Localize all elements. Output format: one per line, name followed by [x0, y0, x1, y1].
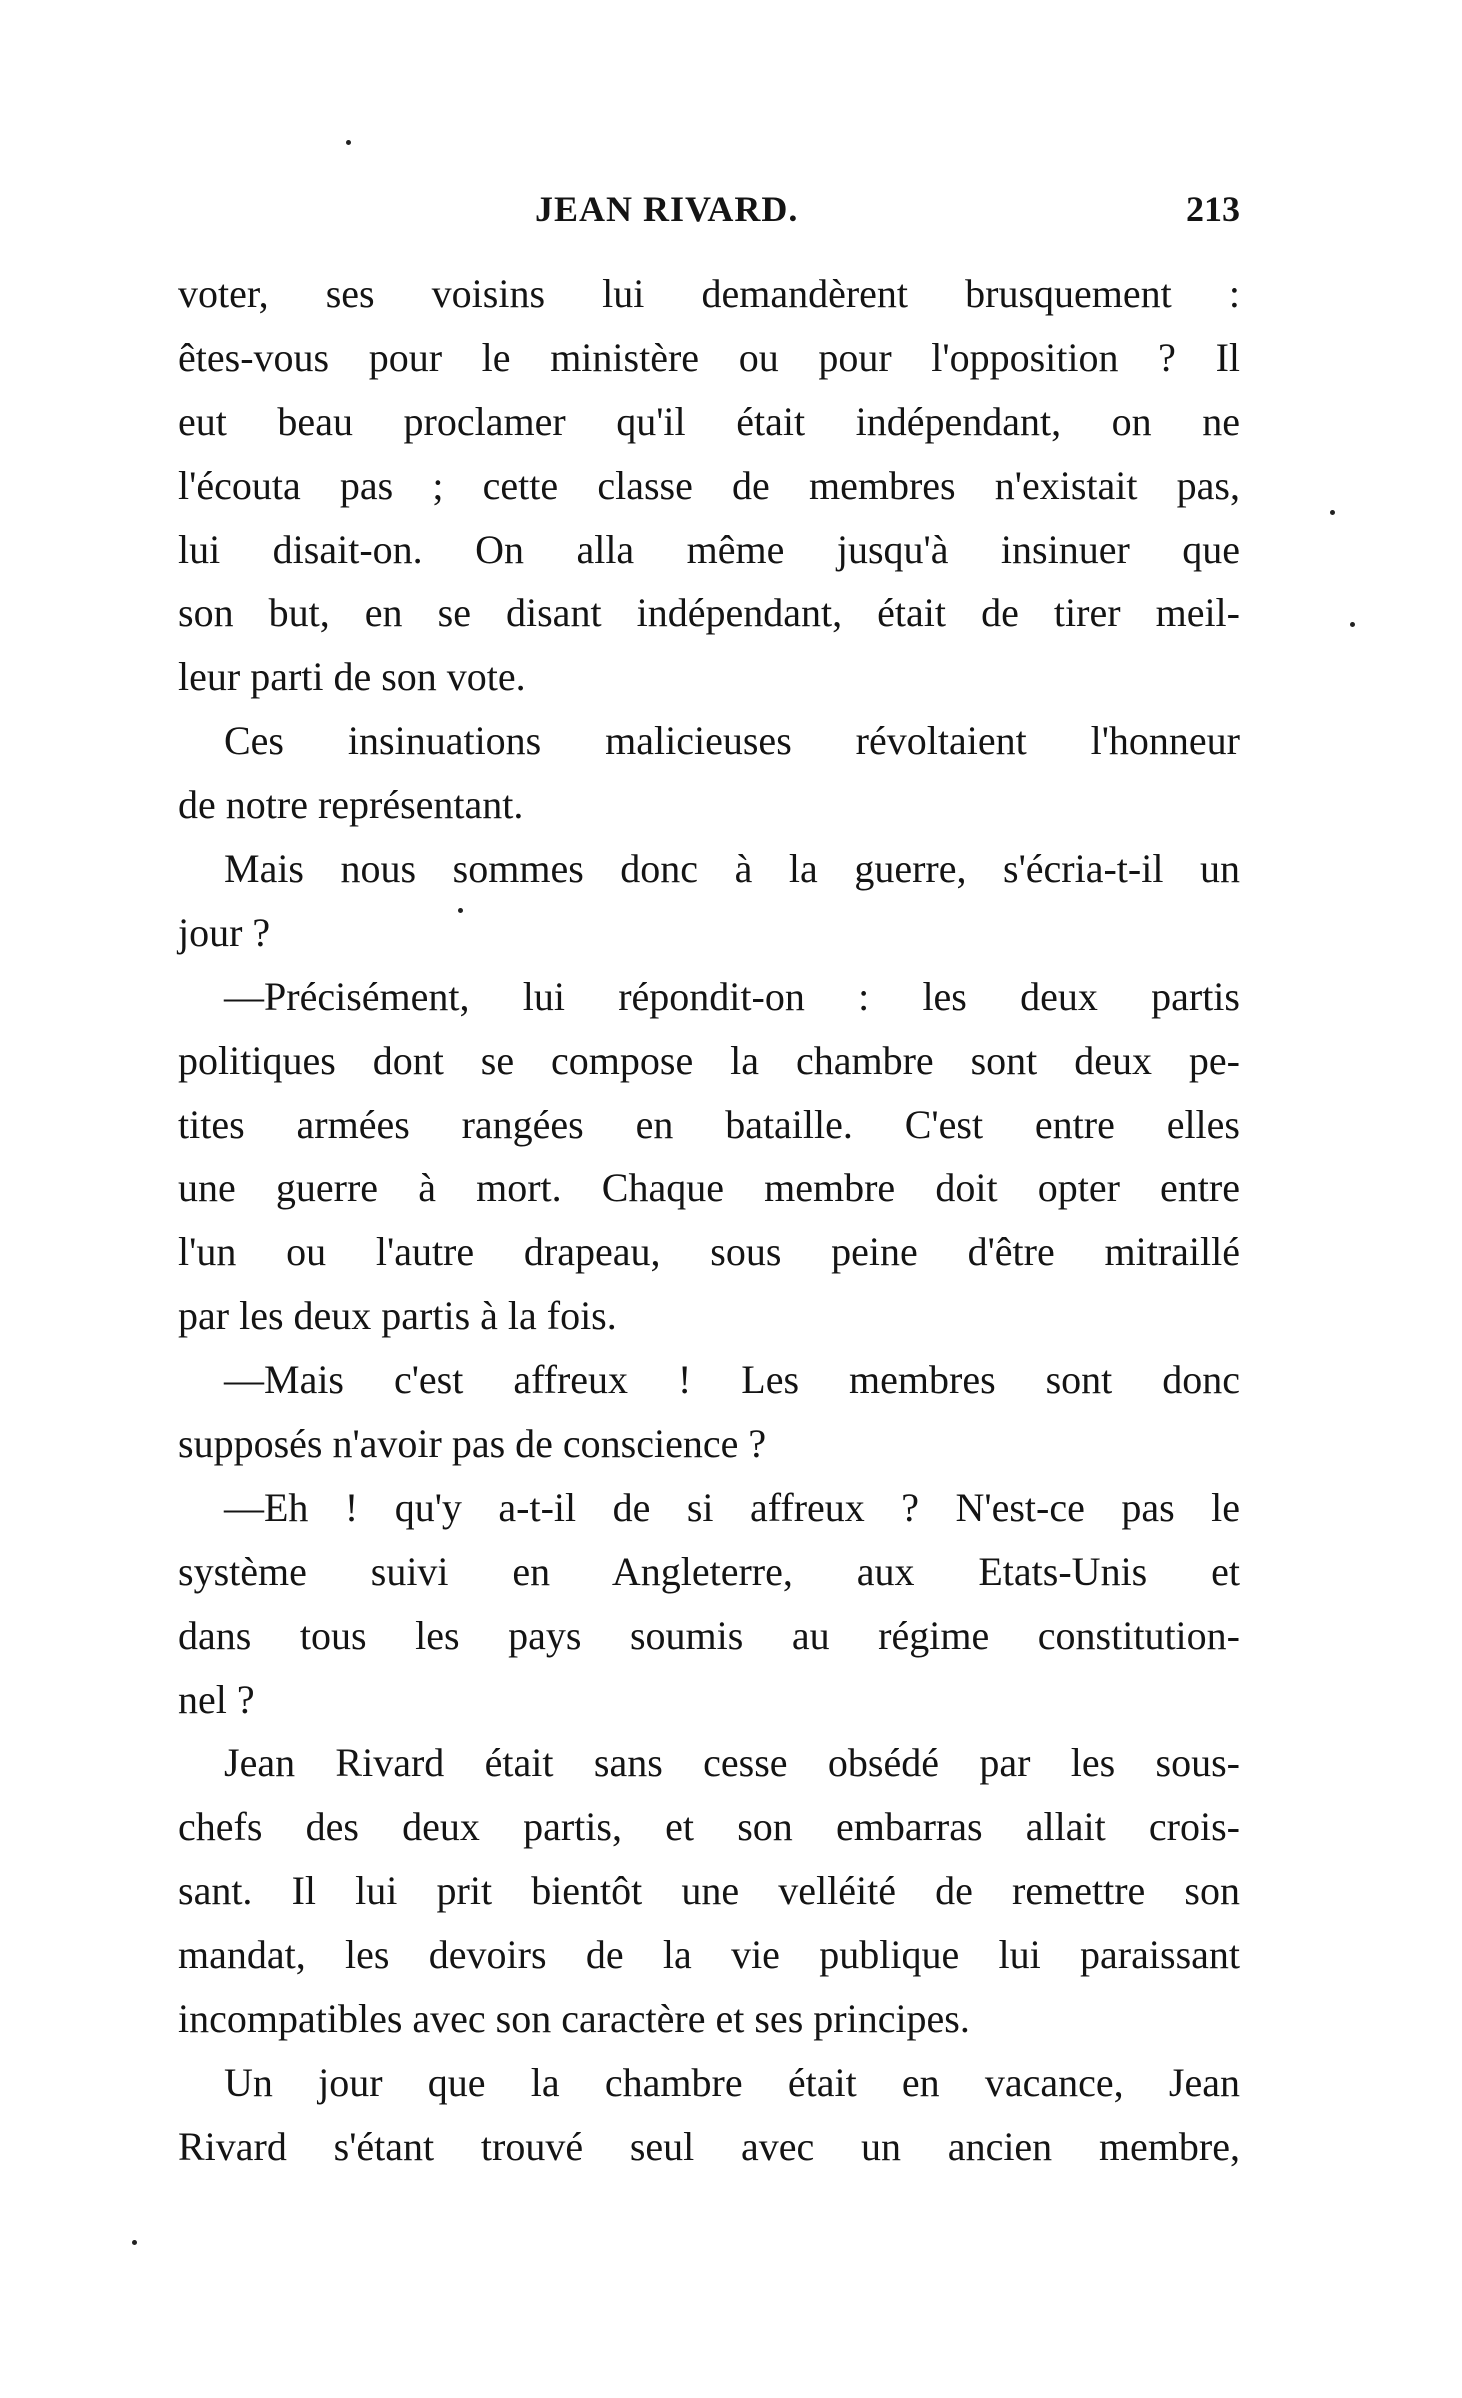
running-head: [180, 188, 1260, 238]
text-line: de notre représentant.: [178, 782, 524, 828]
text-line: voter, ses voisins lui demandèrent brusquement :: [178, 271, 1240, 316]
text-line: Rivard s'étant trouvé seul avec un ancien membre,: [178, 2123, 1240, 2169]
print-speck: [132, 2240, 137, 2245]
text-line: dans tous les pays soumis au régime constitution-: [178, 1612, 1240, 1658]
text-line: leur parti de son vote.: [178, 654, 526, 700]
text-line: —Eh ! qu'y a-t-il de si affreux ? N'est-ce pas le: [224, 1484, 1240, 1530]
text-line: Un jour que la chambre était en vacance, Jean: [224, 2059, 1240, 2105]
text-line: mandat, les devoirs de la vie publique lui paraissant: [178, 1932, 1240, 1978]
text-line: l'écouta pas ; cette classe de membres n'existait pas,: [178, 462, 1240, 508]
text-line: eut beau proclamer qu'il était indépendant, on ne: [178, 398, 1240, 444]
text-line: jour ?: [178, 909, 271, 955]
page-number: 213: [1186, 189, 1240, 229]
text-line: chefs des deux partis, et son embarras allait crois-: [178, 1804, 1240, 1850]
text-line: sant. Il lui prit bientôt une velléité de remettre son: [178, 1868, 1240, 1914]
text-line: système suivi en Angleterre, aux Etats-Unis et: [178, 1548, 1240, 1594]
text-line: supposés n'avoir pas de conscience ?: [178, 1421, 767, 1467]
text-line: tites armées rangées en bataille. C'est entre elles: [178, 1101, 1240, 1147]
print-speck: [1350, 622, 1355, 627]
text-line: —Mais c'est affreux ! Les membres sont donc: [224, 1357, 1240, 1403]
text-line: Ces insinuations malicieuses révoltaient l'honneur: [224, 718, 1240, 764]
print-speck: [346, 140, 351, 145]
text-line: êtes-vous pour le ministère ou pour l'opposition ? Il: [178, 334, 1240, 380]
text-line: lui disait-on. On alla même jusqu'à insinuer que: [178, 526, 1240, 572]
text-line: incompatibles avec son caractère et ses principes.: [178, 1996, 970, 2042]
body-text: [178, 262, 1240, 2179]
text-line: une guerre à mort. Chaque membre doit opter entre: [178, 1165, 1240, 1211]
running-title: JEAN RIVARD.: [535, 189, 799, 229]
text-line: politiques dont se compose la chambre sont deux pe-: [178, 1037, 1240, 1083]
text-line: Mais nous sommes donc à la guerre, s'écria-t-il un: [224, 846, 1240, 892]
text-line: l'un ou l'autre drapeau, sous peine d'être mitraillé: [178, 1229, 1240, 1275]
text-line: par les deux partis à la fois.: [178, 1293, 617, 1339]
text-line: Jean Rivard était sans cesse obsédé par les sous-: [224, 1740, 1240, 1786]
text-line: —Précisément, lui répondit-on : les deux partis: [224, 973, 1240, 1019]
print-speck: [1330, 510, 1335, 515]
text-line: son but, en se disant indépendant, était de tirer meil-: [178, 590, 1240, 636]
text-line: nel ?: [178, 1676, 255, 1722]
